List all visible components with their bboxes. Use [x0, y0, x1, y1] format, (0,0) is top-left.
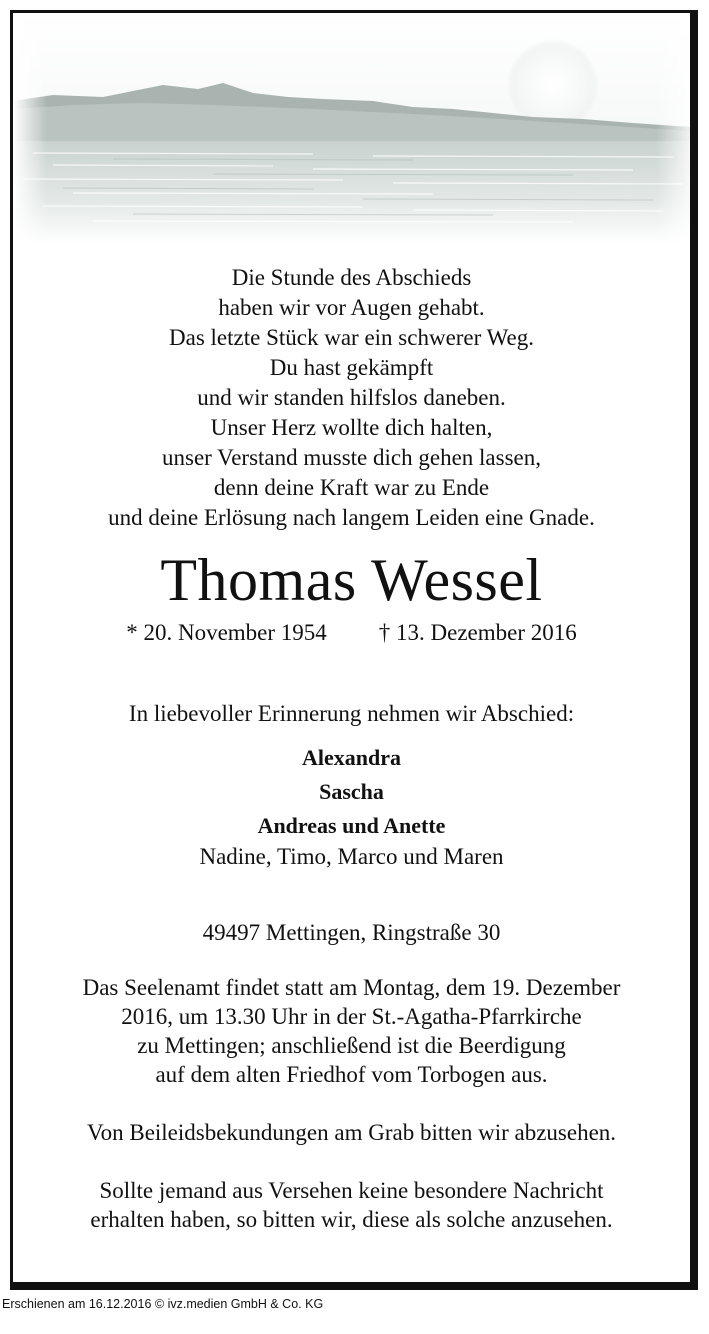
- service-details: [13, 973, 690, 1089]
- family-address: 49497 Mettingen, Ringstraße 30: [202, 920, 501, 945]
- poem-line: Die Stunde des Abschieds: [231, 265, 472, 290]
- mourner-name: Andreas und Anette: [257, 813, 446, 838]
- condolence-note: Von Beileidsbekundungen am Grab bitten wir abzusehen.: [86, 1120, 617, 1145]
- notice-line: Sollte jemand aus Versehen keine besondere Nachricht: [99, 1178, 604, 1203]
- poem-line: und deine Erlösung nach langem Leiden eine Gnade.: [108, 505, 595, 530]
- mourner-name: Alexandra: [302, 745, 401, 770]
- farewell-poem: [13, 263, 690, 533]
- service-line: Das Seelenamt findet statt am Montag, dem 19. Dezember: [82, 975, 621, 1000]
- notice-line: erhalten haben, so bitten wir, diese als solche anzusehen.: [90, 1207, 613, 1232]
- service-line: zu Mettingen; anschließend ist die Beerdigung: [137, 1033, 566, 1058]
- poem-line: Du hast gekämpft: [269, 355, 434, 380]
- life-dates: [13, 618, 690, 648]
- poem-line: Unser Herz wollte dich halten,: [210, 415, 493, 440]
- birth-date: * 20. November 1954: [126, 620, 327, 645]
- poem-line: denn deine Kraft war zu Ende: [213, 475, 490, 500]
- lake-landscape-image: [13, 13, 690, 243]
- deceased-name: Thomas Wessel: [160, 547, 543, 613]
- mourner-name: Sascha: [319, 779, 384, 804]
- poem-line: und wir standen hilfslos daneben.: [197, 385, 506, 410]
- mourners-list: [13, 741, 690, 871]
- publication-footer: Erschienen am 16.12.2016 © ivz.medien GmbH & Co. KG: [2, 1297, 324, 1311]
- notification-note: [13, 1176, 690, 1234]
- poem-line: Das letzte Stück war ein schwerer Weg.: [169, 325, 534, 350]
- death-date: † 13. Dezember 2016: [378, 620, 577, 645]
- poem-line: haben wir vor Augen gehabt.: [218, 295, 485, 320]
- mourners-intro: In liebevoller Erinnerung nehmen wir Abschied:: [128, 701, 575, 726]
- poem-line: unser Verstand musste dich gehen lassen,: [162, 445, 541, 470]
- service-line: 2016, um 13.30 Uhr in der St.-Agatha-Pfarrkirche: [121, 1004, 582, 1029]
- service-line: auf dem alten Friedhof vom Torbogen aus.: [155, 1062, 548, 1087]
- obituary-frame: [10, 10, 698, 1290]
- grandchildren-names: Nadine, Timo, Marco und Maren: [199, 844, 504, 869]
